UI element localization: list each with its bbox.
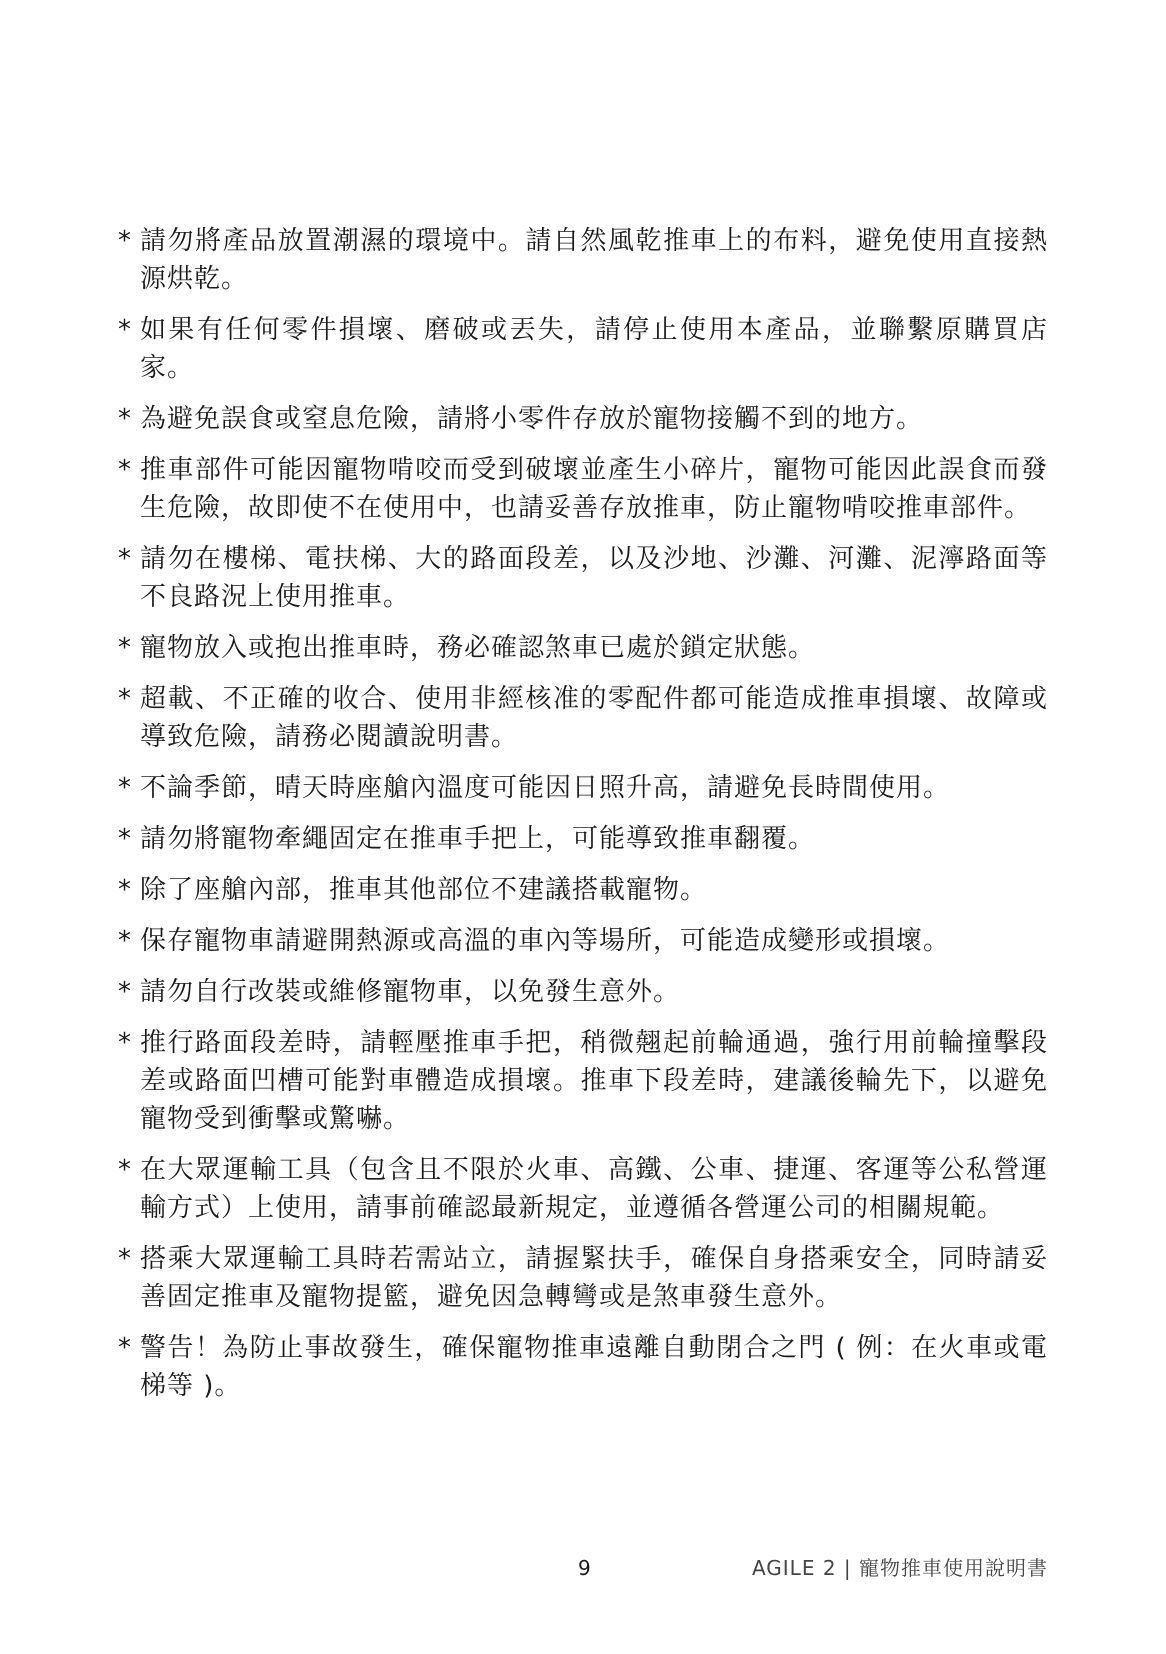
list-item (118, 1240, 1048, 1316)
item-text: 警告！為防止事故發生，確保寵物推車遠離自動閉合之門 ( 例：在火車或電梯等 )。 (140, 1333, 1048, 1401)
item-text: 如果有任何零件損壞、磨破或丟失，請停止使用本產品，並聯繫原購買店家。 (140, 315, 1048, 383)
item-text: 推車部件可能因寵物啃咬而受到破壞並產生小碎片，寵物可能因此誤食而發生危險，故即使不在使用中，也請妥善存放推車，防止寵物啃咬推車部件。 (140, 455, 1048, 523)
bullet-asterisk: * (118, 684, 131, 714)
bullet-asterisk: * (118, 875, 131, 905)
item-text: 保存寵物車請避開熱源或高溫的車內等場所，可能造成變形或損壞。 (140, 926, 951, 956)
bullet-asterisk: * (118, 926, 131, 956)
bullet-asterisk: * (118, 1155, 131, 1185)
list-item (118, 311, 1048, 387)
item-text: 搭乘大眾運輸工具時若需站立，請握緊扶手，確保自身搭乘安全，同時請妥善固定推車及寵物提籃，避免因急轉彎或是煞車發生意外。 (140, 1244, 1048, 1312)
bullet-asterisk: * (118, 1333, 131, 1363)
bullet-asterisk: * (118, 404, 131, 434)
list-item (118, 1151, 1048, 1227)
bullet-asterisk: * (118, 544, 131, 574)
list-item (118, 922, 1048, 960)
list-item (118, 629, 1048, 667)
bullet-asterisk: * (118, 977, 131, 1007)
bullet-asterisk: * (118, 1028, 131, 1058)
list-item (118, 820, 1048, 858)
item-text: 為避免誤食或窒息危險，請將小零件存放於寵物接觸不到的地方。 (140, 404, 924, 434)
item-text: 寵物放入或抱出推車時，務必確認煞車已處於鎖定狀態。 (140, 633, 816, 663)
list-item (118, 400, 1048, 438)
list-item (118, 1329, 1048, 1405)
bullet-asterisk: * (118, 455, 131, 485)
bullet-asterisk: * (118, 773, 131, 803)
list-item (118, 540, 1048, 616)
item-text: 不論季節，晴天時座艙內溫度可能因日照升高，請避免長時間使用。 (140, 773, 951, 803)
item-text: 請勿將寵物牽繩固定在推車手把上，可能導致推車翻覆。 (140, 824, 816, 854)
list-item (118, 451, 1048, 527)
page-number: 9 (578, 1556, 591, 1580)
item-text: 請勿將產品放置潮濕的環境中。請自然風乾推車上的布料，避免使用直接熱源烘乾。 (140, 226, 1048, 294)
item-text: 推行路面段差時，請輕壓推車手把，稍微翹起前輪通過，強行用前輪撞擊段差或路面凹槽可能對車體造成損壞。推車下段差時，建議後輪先下，以避免寵物受到衝擊或驚嚇。 (140, 1028, 1048, 1134)
list-item (118, 769, 1048, 807)
page-footer (0, 1552, 1166, 1592)
item-text: 除了座艙內部，推車其他部位不建議搭載寵物。 (140, 875, 708, 905)
running-title: AGILE 2 | 寵物推車使用說明書 (751, 1556, 1048, 1580)
bullet-asterisk: * (118, 226, 131, 256)
bullet-asterisk: * (118, 315, 131, 345)
list-item (118, 222, 1048, 298)
list-item (118, 973, 1048, 1011)
bullet-asterisk: * (118, 633, 131, 663)
list-item (118, 871, 1048, 909)
bullet-asterisk: * (118, 1244, 131, 1274)
item-text: 請勿自行改裝或維修寵物車，以免發生意外。 (140, 977, 681, 1007)
list-item (118, 680, 1048, 756)
item-text: 請勿在樓梯、電扶梯、大的路面段差，以及沙地、沙灘、河灘、泥濘路面等不良路況上使用推車。 (140, 544, 1048, 612)
item-text: 超載、不正確的收合、使用非經核准的零配件都可能造成推車損壞、故障或導致危險，請務必閱讀說明書。 (140, 684, 1048, 752)
bullet-asterisk: * (118, 824, 131, 854)
warning-list (118, 222, 1048, 1418)
item-text: 在大眾運輸工具（包含且不限於火車、高鐵、公車、捷運、客運等公私營運輸方式）上使用，請事前確認最新規定，並遵循各營運公司的相關規範。 (140, 1155, 1048, 1223)
list-item (118, 1024, 1048, 1138)
